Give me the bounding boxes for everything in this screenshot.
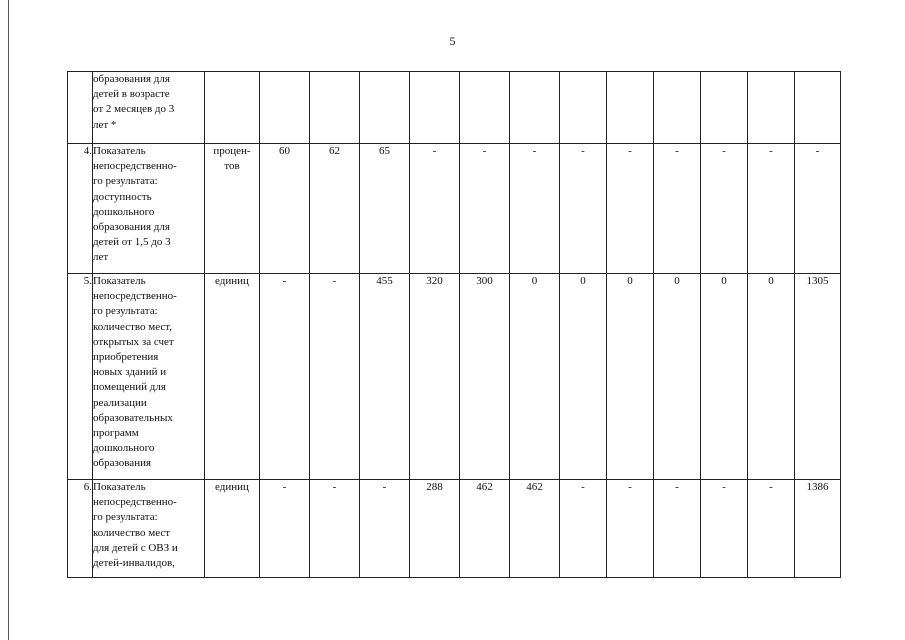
value-cell: 0 [607, 274, 654, 480]
value-cell: - [607, 144, 654, 274]
description-line: приобретения [93, 351, 159, 364]
value-cell [460, 72, 510, 144]
description-line: Показатель [93, 481, 146, 493]
value-cell: - [654, 480, 701, 578]
description-line: образовательных [93, 411, 173, 424]
value-cell [510, 72, 560, 144]
description-line: образования для [93, 221, 170, 234]
value-cell: 455 [360, 274, 410, 480]
row-number-cell [68, 72, 93, 144]
unit-cell [205, 72, 260, 144]
value-cell: - [260, 274, 310, 480]
value-cell: 0 [701, 274, 748, 480]
table-row [68, 274, 841, 480]
description-line: доступность [93, 190, 152, 203]
value-cell [360, 72, 410, 144]
value-cell: - [748, 480, 795, 578]
value-cell: 65 [360, 144, 410, 274]
value-cell: 0 [560, 274, 607, 480]
row-number-cell: 4. [68, 144, 93, 274]
indicator-description-cell [93, 480, 205, 578]
value-cell: 300 [460, 274, 510, 480]
value-cell: - [310, 480, 360, 578]
description-line: Показатель [93, 275, 146, 287]
description-line: непосредственно- [93, 160, 177, 173]
table-row [68, 144, 841, 274]
description-line: открытых за счет [93, 335, 174, 348]
description-line: образования [93, 457, 152, 470]
unit-line: тов [224, 160, 240, 173]
table-body [68, 72, 841, 578]
value-cell: 462 [460, 480, 510, 578]
value-cell: - [310, 274, 360, 480]
value-cell [701, 72, 748, 144]
unit-cell [205, 480, 260, 578]
value-cell: - [607, 480, 654, 578]
unit-cell [205, 274, 260, 480]
indicator-description-cell [93, 274, 205, 480]
value-cell: - [560, 480, 607, 578]
value-cell: - [360, 480, 410, 578]
value-cell [748, 72, 795, 144]
table-row [68, 480, 841, 578]
description-line: детей от 1,5 до 3 [93, 236, 171, 249]
value-cell [795, 72, 841, 144]
value-cell: - [701, 144, 748, 274]
description-line: новых зданий и [93, 366, 167, 379]
description-line: образования для [93, 73, 170, 85]
value-cell: 320 [410, 274, 460, 480]
unit-cell [205, 144, 260, 274]
indicator-description-cell [93, 72, 205, 144]
description-line: го результата: [93, 511, 158, 524]
description-line: дошкольного [93, 442, 155, 455]
value-cell: - [510, 144, 560, 274]
description-line: го результата: [93, 175, 158, 188]
value-cell: 0 [748, 274, 795, 480]
indicators-table [67, 71, 841, 578]
value-cell [654, 72, 701, 144]
row-number-cell: 6. [68, 480, 93, 578]
value-cell: - [260, 480, 310, 578]
value-cell: 0 [654, 274, 701, 480]
description-line: от 2 месяцев до 3 [93, 103, 175, 116]
description-line: лет [93, 251, 109, 264]
description-line: помещений для [93, 381, 166, 394]
value-cell: - [748, 144, 795, 274]
description-line: лет * [93, 118, 117, 131]
description-line: Показатель [93, 145, 146, 157]
value-cell: 62 [310, 144, 360, 274]
description-line: непосредственно- [93, 496, 177, 509]
indicator-description-cell [93, 144, 205, 274]
value-cell: 1305 [795, 274, 841, 480]
table-row [68, 72, 841, 144]
page-left-edge [8, 0, 9, 640]
description-line: реализации [93, 396, 147, 409]
description-line: количество мест, [93, 320, 172, 333]
description-line: непосредственно- [93, 290, 177, 303]
description-line: детей в возрасте [93, 88, 170, 101]
description-line: программ [93, 427, 139, 440]
value-cell: - [795, 144, 841, 274]
value-cell [560, 72, 607, 144]
value-cell [410, 72, 460, 144]
value-cell: - [654, 144, 701, 274]
value-cell: - [560, 144, 607, 274]
description-line: количество мест [93, 526, 171, 539]
value-cell: - [701, 480, 748, 578]
value-cell: 288 [410, 480, 460, 578]
value-cell: 0 [510, 274, 560, 480]
unit-line: процен- [213, 145, 251, 157]
value-cell: 462 [510, 480, 560, 578]
value-cell [310, 72, 360, 144]
value-cell: 1386 [795, 480, 841, 578]
description-line: дошкольного [93, 205, 155, 218]
description-line: го результата: [93, 305, 158, 318]
unit-line: единиц [215, 481, 249, 493]
row-number-cell: 5. [68, 274, 93, 480]
description-line: детей-инвалидов, [93, 557, 175, 570]
value-cell [607, 72, 654, 144]
page-number: 5 [449, 34, 456, 48]
value-cell: - [460, 144, 510, 274]
value-cell: 60 [260, 144, 310, 274]
unit-line: единиц [215, 275, 249, 287]
description-line: для детей с ОВЗ и [93, 541, 178, 554]
value-cell: - [410, 144, 460, 274]
value-cell [260, 72, 310, 144]
